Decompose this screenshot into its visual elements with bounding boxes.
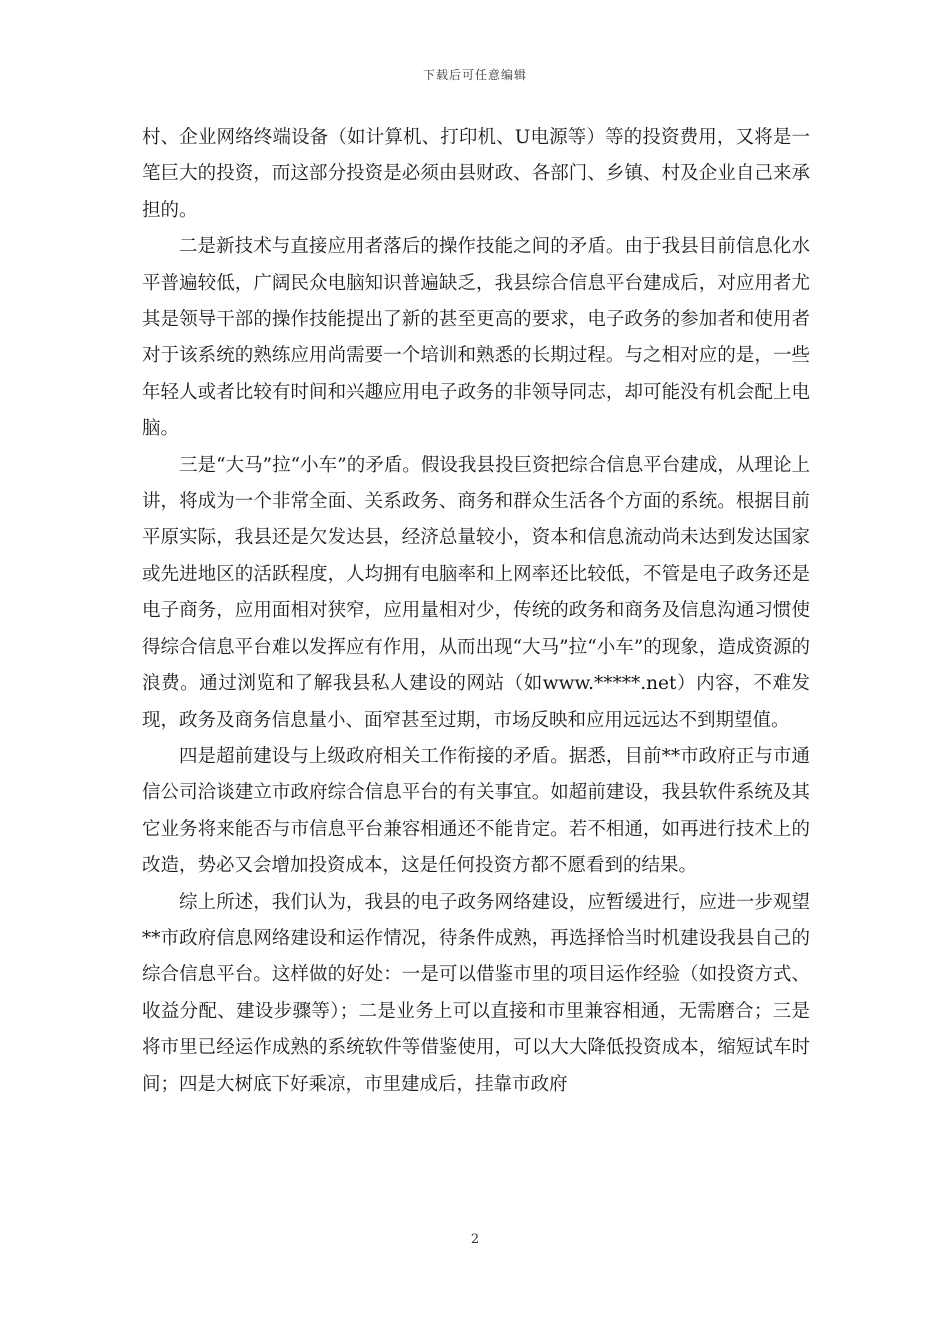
paragraph-second-contradiction: 二是新技术与直接应用者落后的操作技能之间的矛盾。由于我县目前信息化水平普遍较低，广阔民众电脑知识普遍缺乏，我县综合信息平台建成后，对应用者尤其是领导干部的操作技能提出了新的甚至更高的要求，电子政务的参加者和使用者对于该系统的熟练应用尚需要一个培训和熟悉的长期过程。与之相对应的是，一些年轻人或者比较有时间和兴趣应用电子政务的非领导同志，却可能没有机会配上电脑。 bbox=[142, 236, 810, 440]
page-number: 2 bbox=[470, 1232, 480, 1247]
paragraph-summary: 综上所述，我们认为，我县的电子政务网络建设，应暂缓进行，应进一步观望**市政府信息网络建设和运作情况，待条件成熟，再选择恰当时机建设我县自己的综合信息平台。这样做的好处：一是可以借鉴市里的项目运作经验（如投资方式、收益分配、建设步骤等）；二是业务上可以直接和市里兼容相通，无需磨合；三是将市里已经运作成熟的系统软件等借鉴使用，可以大大降低投资成本，缩短试车时间；四是大树底下好乘凉，市里建成后，挂靠市政府 bbox=[142, 891, 810, 1095]
page-header: 下载后可任意编辑 bbox=[422, 68, 527, 82]
paragraph-continued: 村、企业网络终端设备（如计算机、打印机、U电源等）等的投资费用，又将是一笔巨大的投资，而这部分投资是必须由县财政、各部门、乡镇、村及企业自己来承担的。 bbox=[142, 127, 810, 221]
document-body bbox=[142, 120, 810, 1103]
paragraph-fourth-contradiction: 四是超前建设与上级政府相关工作衔接的矛盾。据悉，目前**市政府正与市通信公司洽谈建立市政府综合信息平台的有关事宜。如超前建设，我县软件系统及其它业务将来能否与市信息平台兼容相通还不能肯定。若不相通，如再进行技术上的改造，势必又会增加投资成本，这是任何投资方都不愿看到的结果。 bbox=[142, 745, 810, 877]
paragraph-third-contradiction: 三是“大马”拉“小车”的矛盾。假设我县投巨资把综合信息平台建成，从理论上讲，将成为一个非常全面、关系政务、商务和群众生活各个方面的系统。根据目前平原实际，我县还是欠发达县，经济总量较小，资本和信息流动尚未达到发达国家或先进地区的活跃程度，人均拥有电脑率和上网率还比较低，不管是电子政务还是电子商务，应用面相对狭窄，应用量相对少，传统的政务和商务及信息沟通习惯使得综合信息平台难以发挥应有作用，从而出现“大马”拉“小车”的现象，造成资源的浪费。通过浏览和了解我县私人建设的网站（如www.*****.net）内容，不难发现，政务及商务信息量小、面窄甚至过期，市场反映和应用远远达不到期望值。 bbox=[142, 454, 810, 731]
